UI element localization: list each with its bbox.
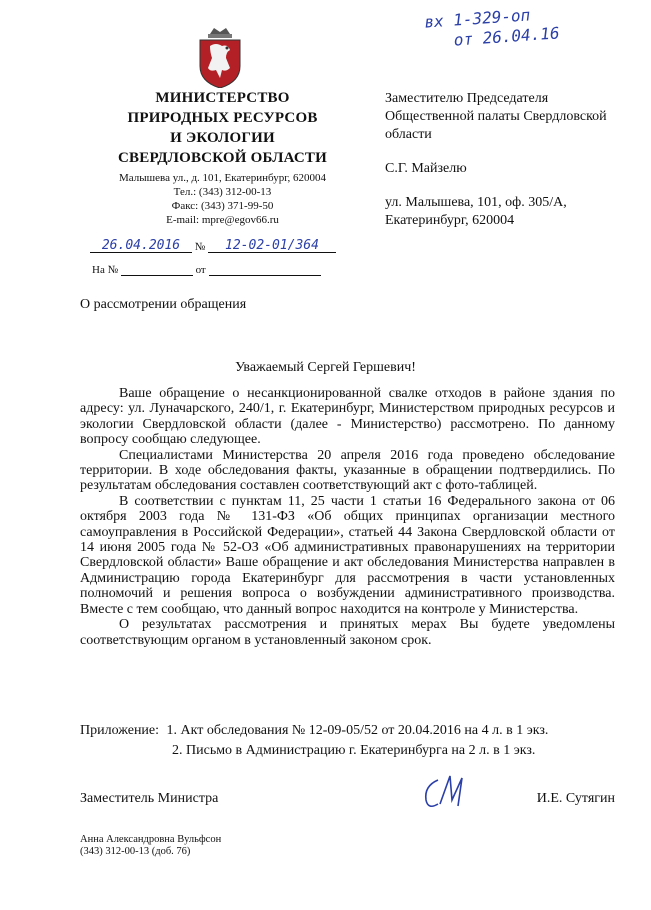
attachments: [80, 721, 615, 761]
registration-number: 12-02-01/364: [208, 240, 336, 253]
body-paragraph: Ваше обращение о несанкционированной свалке отходов в районе здания по адресу: ул. Луначарского, 240/1, г. Екатеринбург, Министерством природных ресурсов и экологии Свердловской области (далее - Министерство) рассмотрено. По данному вопросу сообщаю следующее.: [80, 386, 615, 448]
registration-date: 26.04.2016: [90, 240, 192, 253]
signer-name: И.Е. Сутягин: [536, 791, 615, 806]
attachments-label: Приложение:: [80, 723, 160, 738]
ministry-contacts: [80, 171, 365, 227]
letter-body: [80, 386, 615, 648]
executor-name: Анна Александровна Вульфсон: [80, 834, 222, 845]
ministry-address: Малышева ул., д. 101, Екатеринбург, 620004: [119, 172, 326, 184]
ministry-phone: Тел.: (343) 312-00-13: [173, 186, 272, 198]
body-paragraph: Специалистами Министерства 20 апреля 2016 года проведено обследование территории. В ходе обследования факты, указанные в обращении подтвердились. По результатам обследования составлен соответствующий акт с фото-таблицей.: [80, 447, 615, 494]
body-paragraph: О результатах рассмотрения и принятых мерах Вы будете уведомлены соответствующим органом в установленный законом срок.: [80, 617, 615, 648]
body-paragraph: В соответствии с пунктам 11, 25 части 1 статьи 16 Федерального закона от 06 октября 2003 года № 131-ФЗ «Об общих принципах организации местного самоуправления в Российской Федерации», статьей 44 Закона Свердловской области от 14 июня 2005 года № 52-ОЗ «Об административных правонарушениях на территории Свердловской области» Ваше обращение и акт обследования Министерства направлен в Администрацию города Екатеринбург для рассмотрения в части установленных полномочий и решения вопроса о возбуждении административного производства. Вместе с тем сообщаю, что данный вопрос находится на контроле у Министерства.: [80, 493, 615, 617]
registration-number-label: №: [194, 241, 206, 253]
executor-info: [80, 834, 221, 858]
executor-phone: (343) 312-00-13 (доб. 76): [80, 846, 191, 857]
addressee-address-line: Екатеринбург, 620004: [385, 213, 515, 228]
reply-to-date-blank: [209, 263, 321, 276]
ministry-name-line: ПРИРОДНЫХ РЕСУРСОВ: [127, 110, 318, 126]
signer-position: Заместитель Министра: [80, 791, 219, 806]
ministry-email: E-mail: mpre@egov66.ru: [166, 214, 279, 226]
reply-to-number-blank: [121, 263, 193, 276]
registration-line: [90, 240, 336, 253]
greeting: Уважаемый Сергей Гершевич!: [235, 360, 416, 375]
ministry-name-line: МИНИСТЕРСТВО: [155, 90, 290, 106]
incoming-stamp-date: от 26.04.16: [453, 23, 561, 50]
incoming-stamp-number: вх 1-329-оп: [423, 5, 531, 32]
reply-to-line: [92, 263, 321, 276]
reply-to-from-label: от: [195, 264, 206, 276]
reply-to-label: На №: [92, 264, 119, 276]
ministry-name-line: СВЕРДЛОВСКОЙ ОБЛАСТИ: [118, 150, 327, 166]
addressee-address-line: ул. Малышева, 101, оф. 305/А,: [385, 195, 567, 210]
ministry-name-line: И ЭКОЛОГИИ: [170, 130, 275, 146]
attachment-item: 1. Акт обследования № 12-09-05/52 от 20.04.2016 на 4 л. в 1 экз.: [166, 723, 549, 738]
handwritten-signature: [416, 770, 476, 814]
ministry-name: [80, 88, 365, 168]
attachment-item: 2. Письмо в Администрацию г. Екатеринбурга на 2 л. в 1 экз.: [172, 743, 536, 758]
letter-subject: О рассмотрении обращения: [80, 297, 247, 312]
addressee-name: С.Г. Майзелю: [385, 161, 467, 176]
addressee-position: Заместителю Председателя Общественной палаты Свердловской области: [385, 91, 607, 142]
incoming-stamp: [424, 3, 560, 52]
ministry-fax: Факс: (343) 371-99-50: [171, 200, 274, 212]
signature-block: [80, 791, 615, 807]
addressee: [385, 90, 635, 230]
coat-of-arms-icon: [196, 28, 244, 88]
